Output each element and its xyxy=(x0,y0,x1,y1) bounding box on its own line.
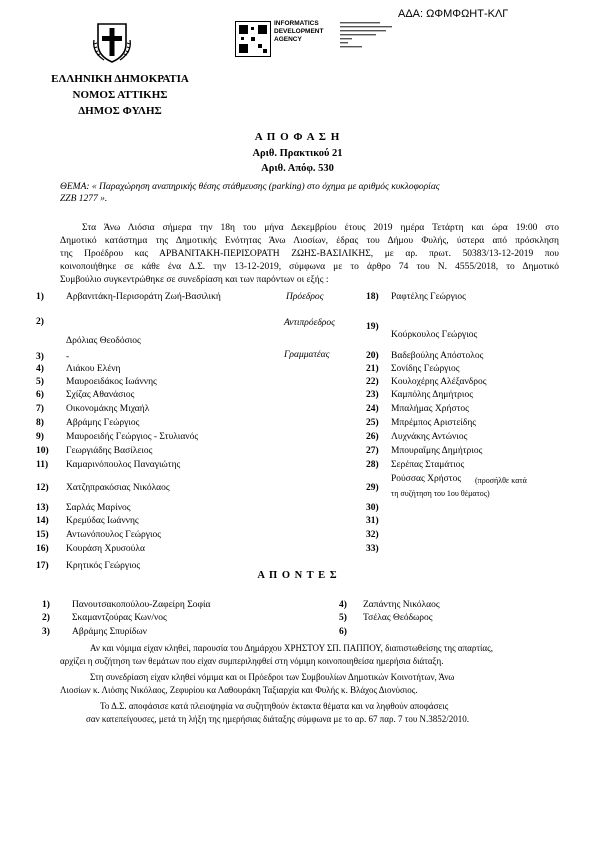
member-name: - xyxy=(66,352,70,362)
minutes-number: Αριθ. Πρακτικού 21 xyxy=(252,148,343,159)
member-number: 24) xyxy=(366,404,379,414)
member-number: 15) xyxy=(36,530,49,540)
member-number: 17) xyxy=(36,561,49,571)
member-number: 13) xyxy=(36,503,49,513)
member-number: 33) xyxy=(366,544,379,554)
member-name: Μπαλήμας Χρήστος xyxy=(391,404,469,414)
absent-number: 4) xyxy=(339,600,347,610)
member-name: Βαδεβούλης Απόστολος xyxy=(391,351,484,361)
member-name: Λιάκου Ελένη xyxy=(66,364,121,374)
intro-line-3: της Προέδρου κας ΑΡΒΑΝΙΤΑΚΗ-ΠΕΡΙΣΟΡΑΤΗ ΖΩΗΣ-ΒΑΣΙΛΙΚΗΣ, με αρ. πρωτ. 50383/13-12-2019 που xyxy=(60,249,559,259)
ida-fineprint-icon xyxy=(340,21,398,57)
header-republic: ΕΛΛΗΝΙΚΗ ΔΗΜΟΚΡΑΤΙΑ xyxy=(51,73,189,85)
header-prefecture: ΝΟΜΟΣ ΑΤΤΙΚΗΣ xyxy=(72,89,168,101)
member-name: Καμπόλης Δημήτριος xyxy=(391,390,473,400)
member-number: 9) xyxy=(36,432,44,442)
member-number: 20) xyxy=(366,351,379,361)
member-name: Σερέπας Σταμάτιος xyxy=(391,460,465,470)
member-number: 11) xyxy=(36,460,49,470)
absent-number: 1) xyxy=(42,600,50,610)
closing-p3-line2: σαν κατεπείγουσες, μετά τη λήξη της ημερήσιας διάταξης σύμφωνα με το αρ. 67 παρ. 7 του Ν.3852/2010. xyxy=(86,714,470,724)
member-number: 5) xyxy=(36,377,44,387)
member-name: Χατζηπρακόσιας Νικόλαος xyxy=(66,483,170,493)
member-number: 16) xyxy=(36,544,49,554)
decision-title: Α Π Ο Φ Α Σ Η xyxy=(254,131,341,143)
intro-line-4: κοινοποιήθηκε σε κάθε ένα Δ.Σ. την 13-12-2019, σύμφωνα με το άρθρο 74 του Ν. 4555/2018, το Δημοτικό xyxy=(60,262,559,272)
closing-p2-line1: Στη συνεδρίαση είχαν κληθεί νόμιμα και οι Πρόεδροι των Συμβουλίων Δημοτικών Κοινοτήτων, Άνω xyxy=(90,672,455,682)
closing-p1-line1: Αν και νόμιμα είχαν κληθεί, παρουσία του Δημάρχου ΧΡΗΣΤΟΥ ΣΠ. ΠΑΠΠΟΥ, διαπιστωθείσης της απαρτίας, xyxy=(90,643,493,653)
member-number: 3) xyxy=(36,352,44,362)
member-name: Κουλοχέρης Αλέξανδρος xyxy=(391,377,487,387)
ada-code: ΑΔΑ: ΩΦΜΦΩΗΤ-ΚΛΓ xyxy=(398,8,509,20)
ida-label xyxy=(274,20,323,44)
ida-logo-icon xyxy=(235,21,271,57)
member-name: Αντωνόπουλος Γεώργιος xyxy=(66,530,162,540)
member-name: Οικονομάκης Μιχαήλ xyxy=(66,404,150,414)
member-name: Μαυροειδής Γεώργιος - Στυλιανός xyxy=(66,432,199,442)
member-name: Κρεμύδας Ιωάννης xyxy=(66,516,139,526)
member-name: Ρούσσας Χρήστος xyxy=(391,474,462,484)
member-number: 30) xyxy=(366,503,379,513)
member-number: 28) xyxy=(366,460,379,470)
intro-line-1: Στα Άνω Λιόσια σήμερα την 18η του μήνα Δεκεμβρίου έτους 2019 ημέρα Τετάρτη και ώρα 19:00 στο xyxy=(82,223,559,233)
absent-name: Τσέλας Θεόδωρος xyxy=(363,613,433,623)
absent-name: Πανουτσακοπούλου-Ζαφείρη Σοφία xyxy=(72,600,211,610)
member-name: Μπουραΐμης Δημήτριος xyxy=(391,446,483,456)
member-number: 27) xyxy=(366,446,379,456)
ida-line-1: INFORMATICS xyxy=(274,20,319,27)
member-role: Πρόεδρος xyxy=(286,292,324,302)
ida-line-3: AGENCY xyxy=(274,36,302,43)
member-name: Κουράση Χρυσούλα xyxy=(66,544,145,554)
decision-number: Αριθ. Απόφ. 530 xyxy=(261,163,334,174)
intro-line-5: Συμβούλιο συγκεντρώθηκε σε συνεδρίαση και των παρόντων οι εξής : xyxy=(60,275,329,285)
absent-number: 2) xyxy=(42,613,50,623)
member-name: Αρβανιτάκη-Περισοράτη Ζωή-Βασιλική xyxy=(66,292,221,302)
closing-p2-line2: Λιοσίων κ. Λιόσης Νικόλαος, Ζεφυρίου κα Λαθουράκη Ταξιαρχία και Φυλής κ. Βλάχος Διονύσιος. xyxy=(60,685,418,695)
absent-number: 6) xyxy=(339,627,347,637)
member-name: Αβράμης Γεώργιος xyxy=(66,418,140,428)
absent-name: Ζαπάντης Νικόλαος xyxy=(363,600,440,610)
absent-name: Σκαμαντζούρας Κων/νος xyxy=(72,613,167,623)
member-name: Μπρέμπος Αριστείδης xyxy=(391,418,477,428)
subject-line-2: ΖΖΒ 1277 ». xyxy=(60,194,108,204)
absent-title: Α Π Ο Ν Τ Ε Σ xyxy=(257,570,338,581)
member-number: 6) xyxy=(36,390,44,400)
member-name: Καμαρινόπουλος Παναγιώτης xyxy=(66,460,181,470)
intro-line-2: Δημοτικό κατάστημα της Δημοτικής Ενότητας Άνω Λιοσίων, έδρας του Δήμου Φυλής, ύστερα από πρόσκληση xyxy=(60,236,559,246)
ida-line-2: DEVELOPMENT xyxy=(274,28,324,35)
member-number: 12) xyxy=(36,483,49,493)
member-number: 14) xyxy=(36,516,49,526)
member-name: Δρόλιας Θεοδόσιος xyxy=(66,336,141,346)
member-name: Σονίδης Γεώργιος xyxy=(391,364,460,374)
closing-p3-line1: Το Δ.Σ. αποφάσισε κατά πλειοψηφία να συζητηθούν έκτακτα θέματα και να ληφθούν αποφάσεις xyxy=(100,701,449,711)
greek-emblem-icon xyxy=(92,20,132,64)
member-number: 4) xyxy=(36,364,44,374)
member-number: 19) xyxy=(366,322,379,332)
member-number: 31) xyxy=(366,516,379,526)
member-name: Γεωργιάδης Βασίλειος xyxy=(66,446,153,456)
absent-number: 5) xyxy=(339,613,347,623)
member-number: 21) xyxy=(366,364,379,374)
member-role: Αντιπρόεδρος xyxy=(284,318,335,328)
member-note: τη συζήτηση του 1ου θέματος) xyxy=(391,489,490,498)
member-note: (προσήλθε κατά xyxy=(475,476,527,485)
header-municipality: ΔΗΜΟΣ ΦΥΛΗΣ xyxy=(78,105,162,117)
member-name: Σαρλάς Μαρίνος xyxy=(66,503,131,513)
member-number: 23) xyxy=(366,390,379,400)
closing-p1-line2: αρχίζει η συζήτηση των θεμάτων που είχαν συμπεριληφθεί στη νόμιμη κοινοποιηθείσα ημερήσια διάταξη. xyxy=(60,656,444,666)
member-number: 8) xyxy=(36,418,44,428)
member-role: Γραμματέας xyxy=(284,350,330,360)
member-number: 10) xyxy=(36,446,49,456)
member-number: 22) xyxy=(366,377,379,387)
member-number: 18) xyxy=(366,292,379,302)
member-name: Λυχνάκης Αντώνιος xyxy=(391,432,468,442)
member-name: Κούρκουλος Γεώργιος xyxy=(391,330,478,340)
member-name: Κρητικός Γεώργιος xyxy=(66,561,141,571)
member-name: Σχίζας Αθανάσιος xyxy=(66,390,135,400)
member-number: 32) xyxy=(366,530,379,540)
subject-line-1: ΘΕΜΑ: « Παραχώρηση αναπηρικής θέσης στάθμευσης (parking) στο όχημα με αριθμός κυκλοφορίας xyxy=(60,182,440,192)
member-number: 29) xyxy=(366,483,379,493)
absent-number: 3) xyxy=(42,627,50,637)
member-name: Ραφτέλης Γεώργιος xyxy=(391,292,466,302)
member-name: Μαυροειδάκος Ιωάννης xyxy=(66,377,157,387)
member-number: 2) xyxy=(36,317,44,327)
absent-name: Αβράμης Σπυρίδων xyxy=(72,627,147,637)
member-number: 7) xyxy=(36,404,44,414)
member-number: 26) xyxy=(366,432,379,442)
member-number: 1) xyxy=(36,292,44,302)
member-number: 25) xyxy=(366,418,379,428)
